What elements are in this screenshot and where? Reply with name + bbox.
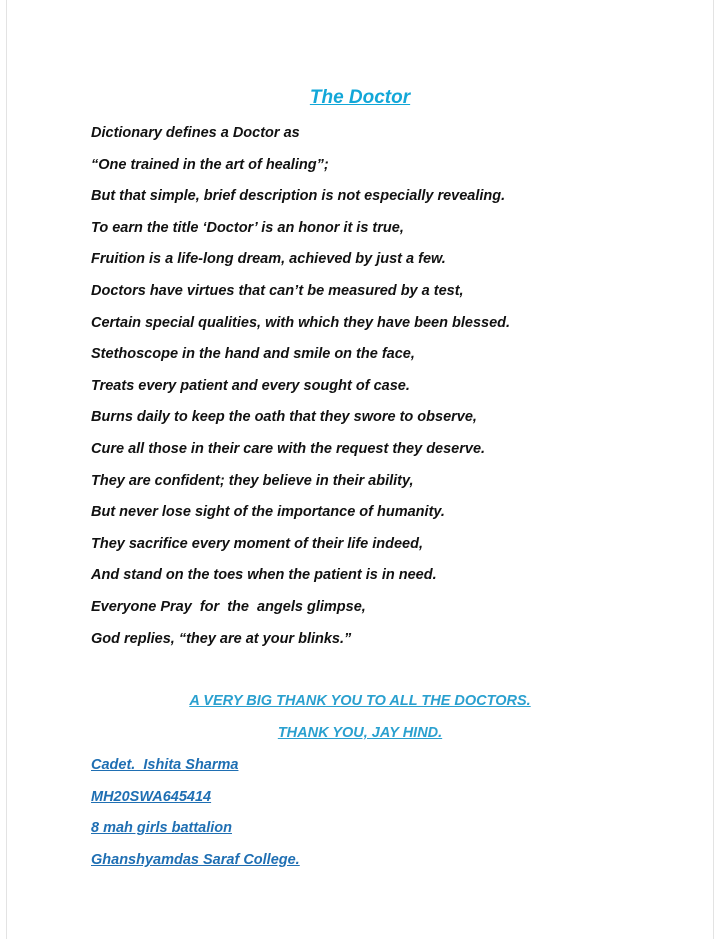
poem-line: They are confident; they believe in their ability, <box>91 472 414 489</box>
poem-line: But never lose sight of the importance of humanity. <box>91 504 445 521</box>
poem-line: They sacrifice every moment of their life indeed, <box>91 535 423 552</box>
jay-hind-line: THANK YOU, JAY HIND. <box>277 725 443 741</box>
thank-you-line: A VERY BIG THANK YOU TO ALL THE DOCTORS. <box>189 693 531 709</box>
poem-line: Certain special qualities, with which they have been blessed. <box>91 314 511 331</box>
author-name: Cadet. Ishita Sharma <box>91 757 239 773</box>
college-name: Ghanshyamdas Saraf College. <box>91 851 300 868</box>
poem-line: And stand on the toes when the patient is in need. <box>91 567 437 584</box>
document-title: The Doctor <box>309 87 411 108</box>
poem-line: Stethoscope in the hand and smile on the face, <box>91 346 415 363</box>
poem-line: Burns daily to keep the oath that they swore to observe, <box>91 409 477 426</box>
cadet-number: MH20SWA645414 <box>91 788 212 805</box>
poem-line: Fruition is a life-long dream, achieved by just a few. <box>91 251 446 268</box>
poem-line: Doctors have virtues that can’t be measured by a test, <box>91 282 464 299</box>
battalion-name: 8 mah girls battalion <box>91 820 232 837</box>
document-page <box>6 0 714 939</box>
signature-block <box>91 755 300 881</box>
poem-line: Dictionary defines a Doctor as <box>91 125 300 141</box>
poem-line: Treats every patient and every sought of case. <box>91 377 410 394</box>
poem-line: Cure all those in their care with the request they deserve. <box>91 440 486 457</box>
poem-line: To earn the title ‘Doctor’ is an honor it is true, <box>91 219 404 236</box>
poem-line: God replies, “they are at your blinks.” <box>91 630 352 647</box>
poem-line: But that simple, brief description is not especially revealing. <box>91 188 506 205</box>
poem-line: “One trained in the art of healing”; <box>91 156 329 173</box>
poem-body <box>91 123 510 660</box>
poem-line: Everyone Pray for the angels glimpse, <box>91 598 366 615</box>
